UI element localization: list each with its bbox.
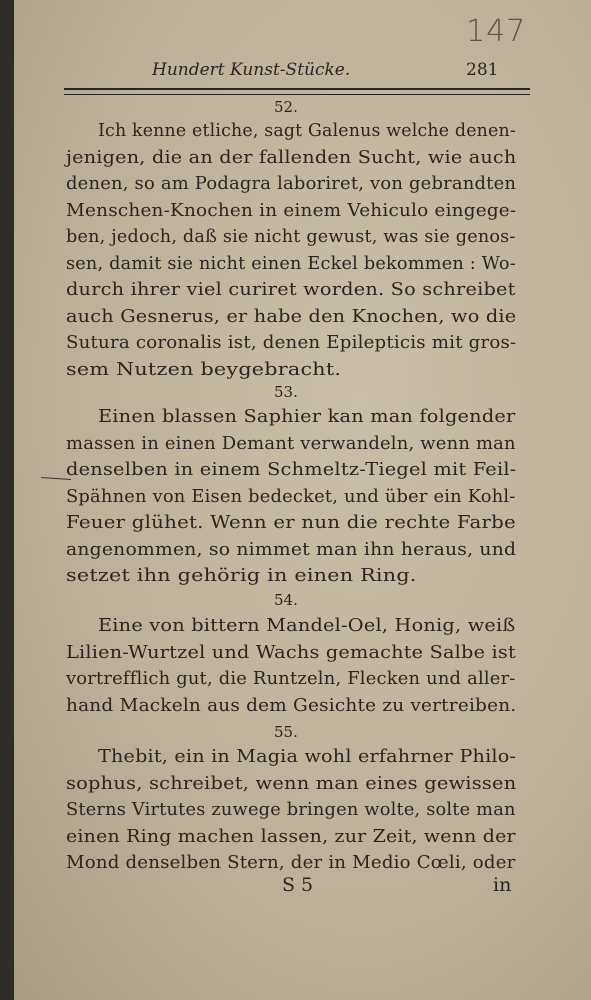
header-rule [64, 88, 530, 90]
text-line: einen Ring machen lassen, zur Zeit, wenn der [66, 825, 516, 847]
text-line: setzet ihn gehörig in einen Ring. [66, 565, 417, 586]
text-line: sophus, schreibet, wenn man eines gewissen [66, 772, 517, 794]
text-line: Sterns Virtutes zuwege bringen wolte, solte man [66, 799, 516, 820]
book-page [14, 0, 591, 1000]
signature-mark: S 5 [282, 874, 314, 896]
text-line: hand Mackeln aus dem Gesichte zu vertreiben. [66, 694, 517, 716]
text-line: auch Gesnerus, er habe den Knochen, wo die [66, 305, 517, 327]
text-line: Spähnen von Eisen bedecket, und über ein Kohl- [66, 485, 516, 507]
text-line: Feuer glühet. Wenn er nun die rechte Farbe [66, 512, 516, 533]
header-rule-thin [64, 94, 530, 95]
text-line: Einen blassen Saphier kan man folgender [98, 406, 516, 427]
section-number: 55. [274, 723, 298, 741]
catchword: in [493, 874, 512, 896]
text-line: Ich kenne etliche, sagt Galenus welche denen- [98, 120, 516, 141]
text-line: jenigen, die an der fallenden Sucht, wie auch [66, 146, 517, 168]
text-line: Thebit, ein in Magia wohl erfahrner Philo- [98, 746, 517, 767]
handwritten-archive-number: 147 [466, 14, 527, 49]
text-line: denen, so am Podagra laboriret, von gebrandten [66, 173, 517, 194]
text-line: massen in einen Demant verwandeln, wenn man [66, 432, 516, 454]
text-line: Sutura coronalis ist, denen Epilepticis mit gros- [66, 332, 517, 353]
text-line: sen, damit sie nicht einen Eckel bekommen : Wo- [66, 252, 516, 274]
text-line: Eine von bittern Mandel-Oel, Honig, weiß [98, 615, 516, 636]
running-head: Hundert Kunst-Stücke. [152, 60, 351, 80]
text-line: durch ihrer viel curiret worden. So schreibet [66, 279, 516, 300]
book-spine-shadow [0, 0, 14, 1000]
text-line: sem Nutzen beygebracht. [66, 358, 342, 380]
text-line: Lilien-Wurtzel und Wachs gemachte Salbe ist [66, 641, 516, 663]
text-line: vortrefflich gut, die Runtzeln, Flecken und aller- [66, 668, 516, 689]
text-line: Menschen-Knochen in einem Vehiculo eingege- [66, 199, 517, 221]
text-line: denselben in einem Schmeltz-Tiegel mit Feil- [66, 459, 517, 480]
page-number: 281 [466, 60, 499, 80]
text-line: Mond denselben Stern, der in Medio Cœli, oder [66, 852, 516, 873]
section-number: 54. [274, 591, 298, 609]
text-line: angenommen, so nimmet man ihn heraus, und [66, 538, 517, 560]
section-number: 53. [274, 383, 298, 401]
text-line: ben, jedoch, daß sie nicht gewust, was sie genos- [66, 226, 516, 247]
section-number: 52. [274, 98, 298, 116]
